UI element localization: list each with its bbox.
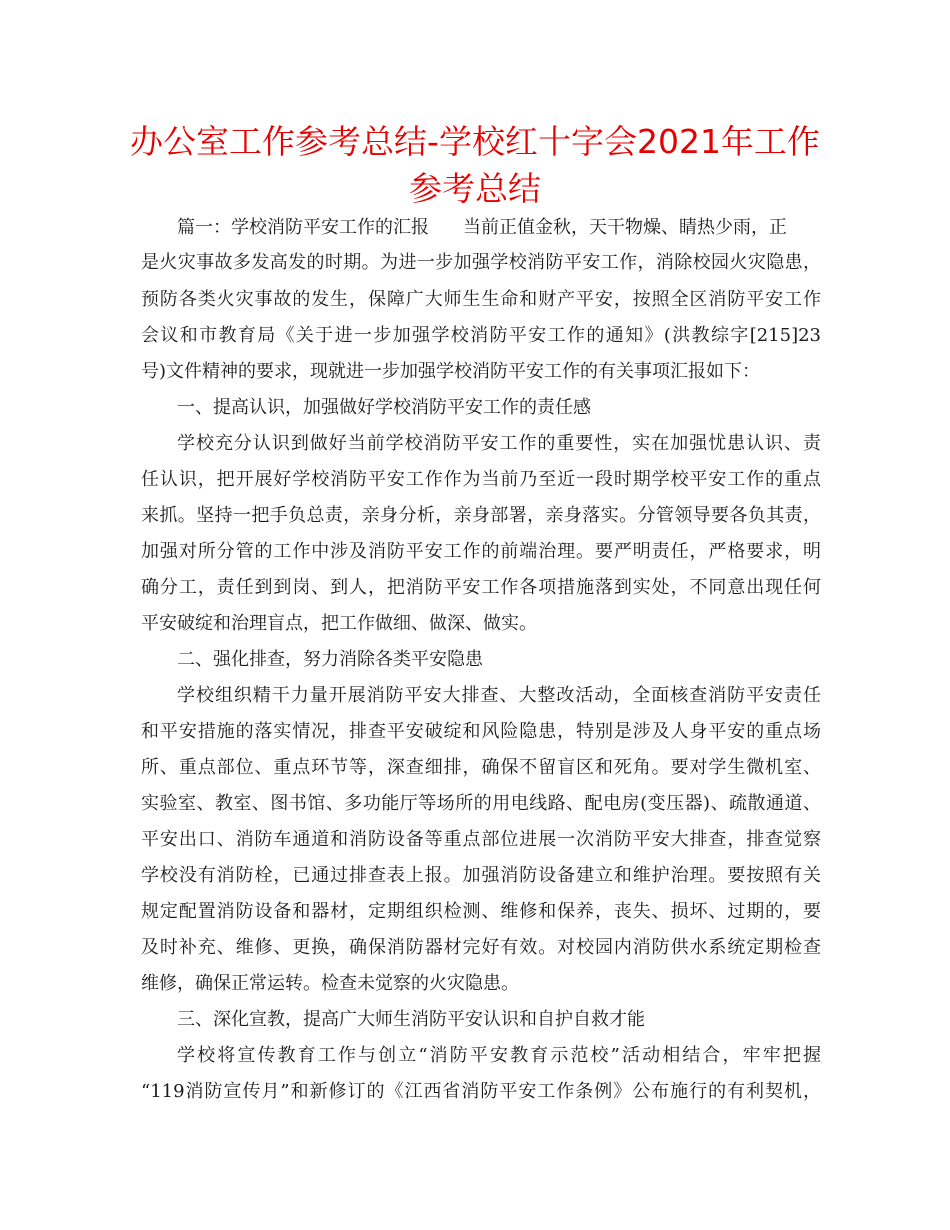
paragraph-line: 和平安措施的落实情况，排查平安破绽和风险隐患，特别是涉及人身平安的重点场: [141, 721, 821, 742]
document-title-line-2: 参考总结: [409, 169, 541, 208]
paragraph-line: “119消防宣传月”和新修订的《江西省消防平安工作条例》公布施行的有利契机，: [141, 1081, 821, 1102]
paragraph-line: 实验室、教室、图书馆、多功能厅等场所的用电线路、配电房(变压器)、疏散通道、: [141, 793, 821, 814]
paragraph-line: 学校没有消防栓，已通过排查表上报。加强消防设备建立和维护治理。要按照有关: [141, 865, 821, 886]
section-heading-inline: 篇一：学校消防平安工作的汇报: [177, 217, 429, 238]
section-heading: 三、深化宣教，提高广大师生消防平安认识和自护自救才能: [177, 1009, 645, 1030]
paragraph-line: 是火灾事故多发高发的时期。为进一步加强学校消防平安工作，消除校园火灾隐患，: [141, 252, 821, 273]
paragraph-line: 学校充分认识到做好当前学校消防平安工作的重要性，实在加强忧患认识、责: [177, 433, 821, 454]
paragraph-line: 来抓。坚持一把手负总责，亲身分析，亲身部署，亲身落实。分管领导要各负其责，: [141, 505, 821, 526]
paragraph-text: 当前正值金秋，天干物燥、睛热少雨，正: [463, 217, 787, 238]
paragraph-line: 维修，确保正常运转。检查未觉察的火灾隐患。: [141, 973, 519, 994]
paragraph-line: 规定配置消防设备和器材，定期组织检测、维修和保养，丧失、损坏、过期的，要: [141, 901, 821, 922]
paragraph-line: 及时补充、维修、更换，确保消防器材完好有效。对校园内消防供水系统定期检查: [141, 937, 821, 958]
paragraph-line: 加强对所分管的工作中涉及消防平安工作的前端治理。要严明责任，严格要求，明: [141, 541, 821, 562]
paragraph-line: 预防各类火灾事故的发生，保障广大师生生命和财产平安，按照全区消防平安工作: [141, 289, 821, 310]
paragraph-line: 学校组织精干力量开展消防平安大排查、大整改活动，全面核查消防平安责任: [177, 685, 821, 706]
paragraph-line: 平安破绽和治理盲点，把工作做细、做深、做实。: [141, 613, 537, 634]
paragraph-line: 号)文件精神的要求，现就进一步加强学校消防平安工作的有关事项汇报如下：: [141, 361, 761, 382]
paragraph-line: 学校将宣传教育工作与创立“消防平安教育示范校”活动相结合，牢牢把握: [177, 1045, 821, 1066]
paragraph-line: 平安出口、消防车通道和消防设备等重点部位进展一次消防平安大排查，排查觉察: [141, 829, 821, 850]
paragraph-line: 确分工，责任到到岗、到人，把消防平安工作各项措施落到实处，不同意出现任何: [141, 577, 821, 598]
section-heading: 一、提高认识，加强做好学校消防平安工作的责任感: [177, 397, 591, 418]
section-heading: 二、强化排查，努力消除各类平安隐患: [177, 649, 483, 670]
paragraph-line: [177, 210, 821, 246]
document-title-line-1: 办公室工作参考总结-学校红十字会2021年工作: [130, 122, 820, 161]
paragraph-line: 任认识，把开展好学校消防平安工作作为当前乃至近一段时期学校平安工作的重点: [141, 469, 821, 490]
paragraph-line: 所、重点部位、重点环节等，深查细排，确保不留盲区和死角。要对学生微机室、: [141, 757, 821, 778]
paragraph-line: 会议和市教育局《关于进一步加强学校消防平安工作的通知》(洪教综字[215]23: [141, 325, 821, 346]
